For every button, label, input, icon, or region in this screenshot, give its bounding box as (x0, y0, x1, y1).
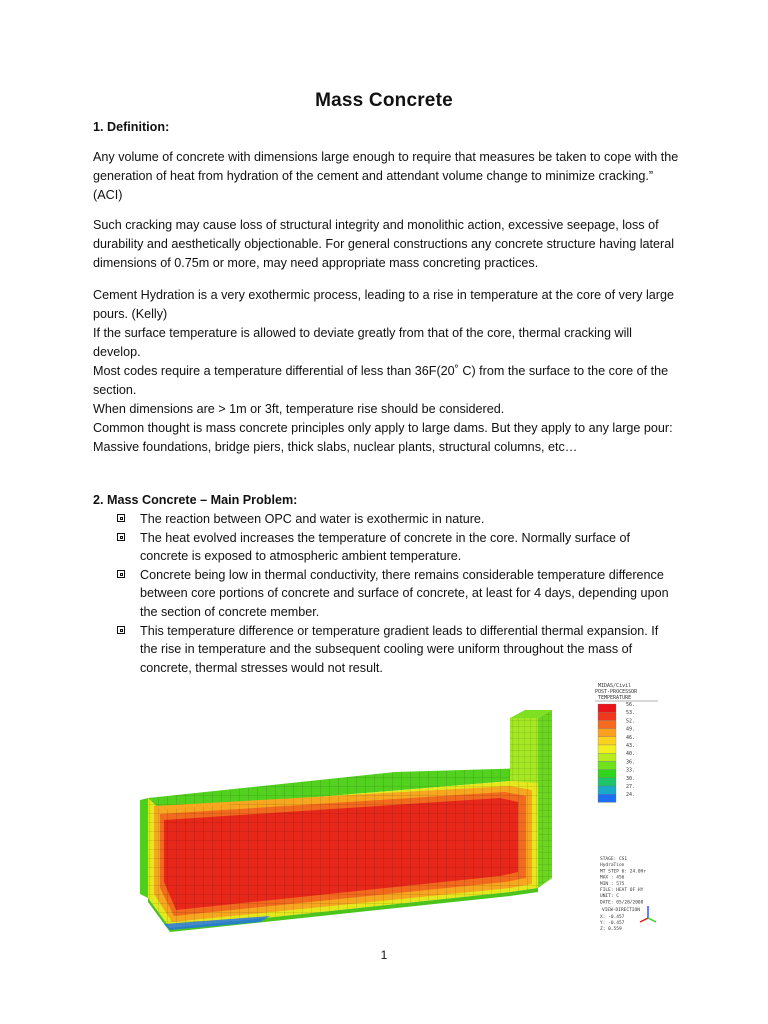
paragraph-hydration (93, 286, 683, 457)
legend-value: 36. (626, 759, 636, 766)
definition-paragraph: Any volume of concrete with dimensions large enough to require that measures be taken to cope with the generation of heat from hydration of the cement and attendant volume change to minimize cracking.” (ACI) (93, 150, 679, 202)
legend-swatch (598, 745, 616, 753)
hydration-line: Massive foundations, bridge piers, thick slabs, nuclear plants, structural columns, etc… (93, 440, 578, 454)
legend-values (626, 702, 635, 798)
concrete-model (140, 710, 552, 932)
checkbox-bullet-icon (117, 570, 125, 578)
hydration-line: When dimensions are > 1m or 3ft, temperature rise should be considered. (93, 402, 505, 416)
analysis-info (600, 856, 646, 905)
temperature-legend (595, 683, 658, 932)
legend-swatches (598, 704, 616, 802)
bullet-text: The reaction between OPC and water is exothermic in nature. (140, 512, 485, 526)
thermal-analysis-figure (140, 678, 662, 932)
problem-heading: 2. Mass Concrete – Main Problem: (93, 493, 298, 507)
info-line: MT STEP 6: 24.0Hr (600, 869, 647, 875)
legend-swatch (598, 770, 616, 778)
info-line: MAX : 456 (600, 875, 625, 881)
legend-value: 30. (626, 775, 636, 782)
legend-header-line: POST-PROCESSOR (595, 689, 638, 695)
info-line: STAGE: CS1 (600, 857, 628, 862)
legend-value: 46. (626, 734, 636, 741)
legend-value: 24. (626, 792, 636, 799)
info-line: MIN : 575 (600, 881, 625, 887)
legend-value: 27. (626, 784, 636, 790)
legend-swatch (598, 729, 616, 737)
bullet-text: This temperature difference or temperature gradient leads to differential thermal expansion. If the rise in temperature and the subsequent cooling were uniform throughout the mass of concrete, thermal stresses would not result. (140, 623, 659, 675)
legend-swatch (598, 720, 616, 728)
legend-value: 40. (626, 751, 636, 758)
checkbox-bullet-icon (117, 514, 125, 522)
legend-value: 49. (626, 726, 636, 733)
legend-swatch (598, 737, 616, 745)
legend-swatch (598, 712, 616, 720)
checkbox-bullet-icon (117, 533, 125, 541)
legend-header-line: TEMPERATURE (598, 695, 632, 701)
definition-heading: 1. Definition: (93, 120, 170, 134)
legend-swatch (598, 786, 616, 794)
info-line: DATE: 05/28/2008 (600, 900, 644, 906)
problem-bullet-list (116, 510, 676, 677)
checkbox-bullet-icon (117, 626, 125, 634)
paragraph-cracking: Such cracking may cause loss of structural integrity and monolithic action, excessive seepage, loss of durability and aesthetically objectionable. For general constructions any concrete structure having lateral dimensions of 0.75m or more, may need appropriate mass concreting practices. (93, 218, 675, 270)
legend-swatch (598, 761, 616, 769)
list-item (116, 622, 676, 678)
legend-value: 56. (626, 702, 636, 708)
list-item (116, 566, 676, 622)
legend-value: 53. (626, 710, 636, 717)
list-item (116, 529, 676, 566)
view-line: Z: 0.559 (600, 927, 622, 932)
hydration-line: Common thought is mass concrete principles only apply to large dams. But they apply to any large pour: (93, 421, 673, 435)
hydration-line: If the surface temperature is allowed to deviate greatly from that of the core, thermal cracking will develop. (93, 326, 632, 359)
page-title: Mass Concrete (315, 90, 453, 111)
legend-swatch (598, 704, 616, 712)
legend-swatch (598, 794, 616, 802)
hydration-line: Most codes require a temperature differential of less than 36F(20˚ C) from the surface to the core of the section. (93, 364, 669, 397)
info-line: FILE: HEAT OF HY (600, 888, 644, 893)
axis-triad-icon (640, 906, 656, 922)
view-direction-values (600, 914, 625, 932)
bullet-text: Concrete being low in thermal conductivity, there remains considerable temperature difference between core portions of concrete and surface of concrete, at least for 4 days, depending upon the section of concrete member. (140, 567, 669, 619)
page-number: 1 (380, 948, 388, 962)
hydration-line: Cement Hydration is a very exothermic process, leading to a rise in temperature at the core of very large pours. (Kelly) (93, 288, 674, 321)
legend-swatch (598, 753, 616, 761)
view-line: X: -0.457 (600, 915, 625, 920)
legend-swatch (598, 778, 616, 786)
legend-header-line: MIDAS/Civil (598, 683, 632, 689)
list-item (116, 510, 676, 529)
info-line: HydraTion (600, 863, 625, 869)
bullet-text: The heat evolved increases the temperature of concrete in the core. Normally surface of concrete is exposed to atmospheric ambient temperature. (140, 530, 631, 564)
legend-value: 33. (626, 767, 636, 774)
view-line: Y: -0.457 (600, 921, 625, 926)
view-direction-label: VIEW-DIRECTION (602, 908, 640, 913)
legend-value: 43. (626, 743, 636, 749)
info-line: UNIT: C (600, 894, 619, 900)
legend-value: 52. (626, 718, 636, 725)
